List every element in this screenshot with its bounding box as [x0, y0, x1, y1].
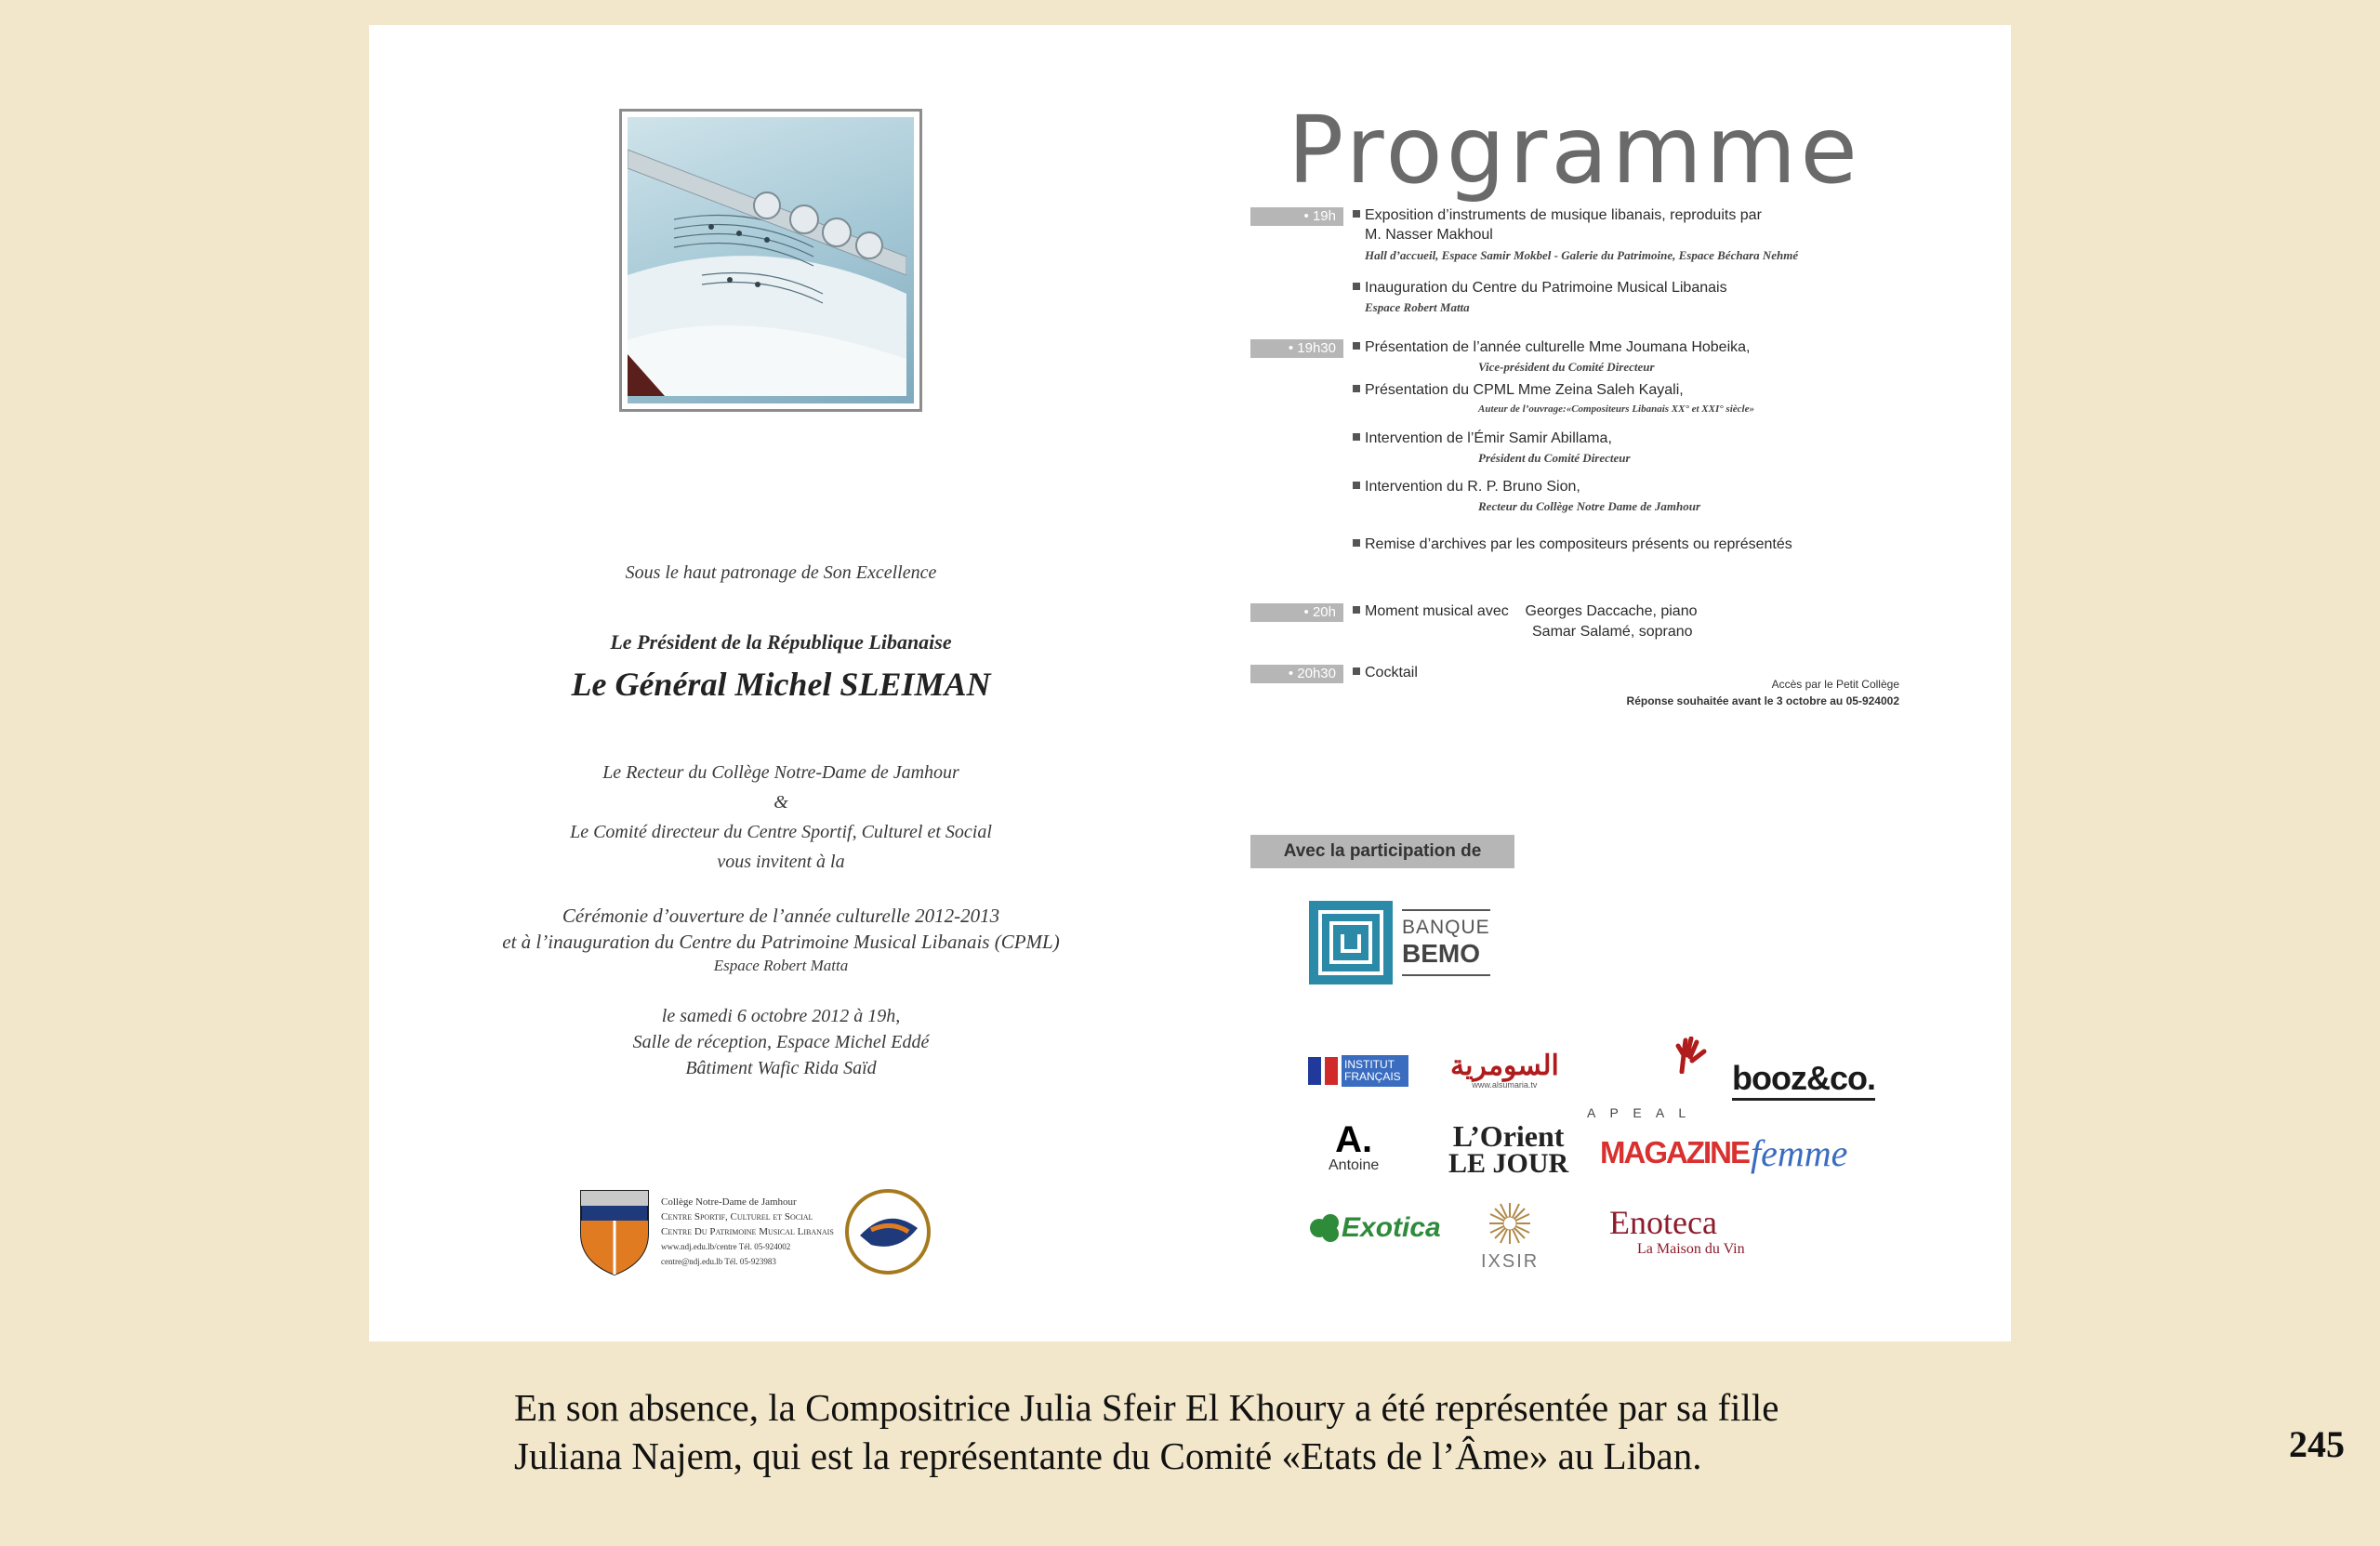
access-info — [1627, 676, 1899, 709]
crest-line: centre@ndj.edu.lb Tél. 05-923983 — [661, 1257, 776, 1266]
enoteca-text: Enoteca — [1609, 1204, 1717, 1241]
apeal-text: A P E A L — [1587, 1105, 1692, 1120]
item-text: Cocktail — [1365, 665, 1418, 681]
bemo-icon — [1307, 899, 1395, 986]
college-address — [661, 1195, 834, 1269]
programme-item — [1353, 601, 1698, 621]
invitation-scan — [369, 25, 2011, 1341]
programme-title: Programme — [1288, 96, 1861, 205]
participation-label: Avec la participation de — [1250, 835, 1514, 868]
alsumaria-logo — [1450, 1052, 1559, 1090]
programme-item — [1353, 429, 1612, 448]
programme-item — [1353, 337, 1750, 357]
enoteca-logo — [1609, 1204, 1745, 1258]
president-title: Le Président de la République Libanaise — [610, 630, 952, 654]
caption — [514, 1383, 1909, 1480]
booz-co-logo: booz&co. — [1732, 1059, 1875, 1101]
sun-icon — [1487, 1200, 1533, 1247]
programme-item-sub: Espace Robert Matta — [1365, 300, 1470, 314]
hand-icon — [1673, 1037, 1710, 1074]
event-line-3: Espace Robert Matta — [713, 957, 849, 974]
bemo-line-1: BANQUE — [1402, 917, 1490, 938]
host-line-2: Le Comité directeur du Centre Sportif, Culturel et Social — [570, 822, 992, 842]
item-text: Moment musical avec Georges Daccache, piano — [1365, 603, 1698, 619]
programme-item — [1353, 477, 1580, 496]
programme-item-sub: Hall d’accueil, Espace Samir Mokbel - Galerie du Patrimoine, Espace Béchara Nehmé — [1365, 248, 1799, 262]
host-ampersand: & — [774, 792, 788, 813]
programme-item-cont: M. Nasser Makhoul — [1365, 227, 1493, 243]
caption-line-1: En son absence, la Compositrice Julia Sfeir El Khoury a été représentée par sa fille — [514, 1386, 1779, 1429]
crest-line: Collège Notre-Dame de Jamhour — [661, 1196, 797, 1208]
item-text: Intervention du R. P. Bruno Sion, — [1365, 479, 1580, 495]
institut-text: INSTITUT FRANÇAIS — [1342, 1055, 1408, 1087]
orient-line-1: L’Orient — [1452, 1119, 1565, 1153]
time-badge: • 20h30 — [1250, 665, 1343, 683]
item-text: Remise d’archives par les compositeurs présents ou représentés — [1365, 536, 1792, 552]
flute-image — [628, 117, 906, 396]
time-badge: • 19h — [1250, 207, 1343, 226]
programme-item — [1353, 380, 1684, 400]
page-number: 245 — [2289, 1423, 2345, 1465]
exotica-logo — [1308, 1211, 1441, 1245]
host-line-1: Le Recteur du Collège Notre-Dame de Jamhour — [602, 762, 959, 783]
programme-item — [1353, 278, 1727, 297]
ixsir-logo — [1481, 1200, 1539, 1273]
access-line: Accès par le Petit Collège — [1771, 678, 1899, 691]
event-line-1: Cérémonie d’ouverture de l’année culturelle 2012-2013 — [562, 905, 1000, 927]
item-text: Présentation de l’année culturelle Mme Joumana Hobeika, — [1365, 339, 1751, 355]
programme-item-sub: Vice-président du Comité Directeur — [1478, 360, 1655, 374]
college-shield-icon — [577, 1187, 652, 1276]
programme-item-sub: Auteur de l’ouvrage:«Compositeurs Libanais XX° et XXI° siècle» — [1478, 403, 1754, 415]
date-line-2: Salle de réception, Espace Michel Eddé — [632, 1032, 930, 1052]
rsvp-line: Réponse souhaitée avant le 3 octobre au 05-924002 — [1626, 694, 1899, 707]
enoteca-sub: La Maison du Vin — [1637, 1241, 1745, 1257]
item-text: Inauguration du Centre du Patrimoine Musical Libanais — [1365, 280, 1727, 296]
antoine-mark: A. — [1335, 1119, 1373, 1160]
leaf-icon — [1308, 1211, 1342, 1245]
president-name: Le Général Michel SLEIMAN — [571, 666, 991, 703]
flute-sheet-music-photo — [619, 109, 922, 412]
femme-logo: femme — [1751, 1132, 1848, 1174]
banque-bemo-logo — [1307, 899, 1490, 986]
magazine-logo: MAGAZINE — [1600, 1135, 1749, 1169]
programme-item — [1353, 663, 1418, 682]
time-badge: • 19h30 — [1250, 339, 1343, 358]
crest-line: Centre Du Patrimoine Musical Libanais — [661, 1226, 834, 1237]
crest-line: Centre Sportif, Culturel et Social — [661, 1211, 813, 1222]
time-badge: • 20h — [1250, 603, 1343, 622]
host-line-3: vous invitent à la — [717, 852, 845, 872]
item-text: Exposition d’instruments de musique libanais, reproduits par — [1365, 207, 1762, 223]
date-line-1: le samedi 6 octobre 2012 à 19h, — [661, 1006, 901, 1026]
bemo-line-2: BEMO — [1402, 939, 1480, 968]
institut-francais-logo — [1308, 1055, 1408, 1087]
antoine-logo — [1329, 1119, 1380, 1174]
patronage-line: Sous le haut patronage de Son Excellence — [625, 562, 937, 583]
programme-item — [1353, 535, 1792, 554]
college-crest-block — [577, 1187, 932, 1276]
event-line-2: et à l’inauguration du Centre du Patrimoine Musical Libanais (CPML) — [502, 931, 1060, 953]
ixsir-text: IXSIR — [1481, 1251, 1540, 1272]
date-line-3: Bâtiment Wafic Rida Saïd — [685, 1058, 877, 1078]
alsumaria-text: السومرية — [1450, 1050, 1559, 1081]
exotica-text: Exotica — [1342, 1212, 1441, 1243]
lorient-le-jour-logo — [1448, 1119, 1569, 1179]
alsumaria-url: www.alsumaria.tv — [1472, 1080, 1538, 1090]
crest-line: www.ndj.edu.lb/centre Tél. 05-924002 — [661, 1242, 791, 1251]
caption-line-2: Juliana Najem, qui est la représentante du Comité «Etats de l’Âme» au Liban. — [514, 1434, 1702, 1477]
programme-item-sub: Recteur du Collège Notre Dame de Jamhour — [1478, 499, 1701, 513]
programme-item-sub: Président du Comité Directeur — [1478, 451, 1631, 465]
antoine-text: Antoine — [1329, 1157, 1380, 1173]
programme-item — [1353, 205, 1762, 225]
cpml-emblem-icon — [843, 1187, 932, 1276]
programme-item-cont: Samar Salamé, soprano — [1532, 624, 1693, 640]
orient-line-2: LE JOUR — [1448, 1148, 1569, 1179]
item-text: Présentation du CPML Mme Zeina Saleh Kayali, — [1365, 382, 1684, 398]
item-text: Intervention de l’Émir Samir Abillama, — [1365, 430, 1612, 446]
